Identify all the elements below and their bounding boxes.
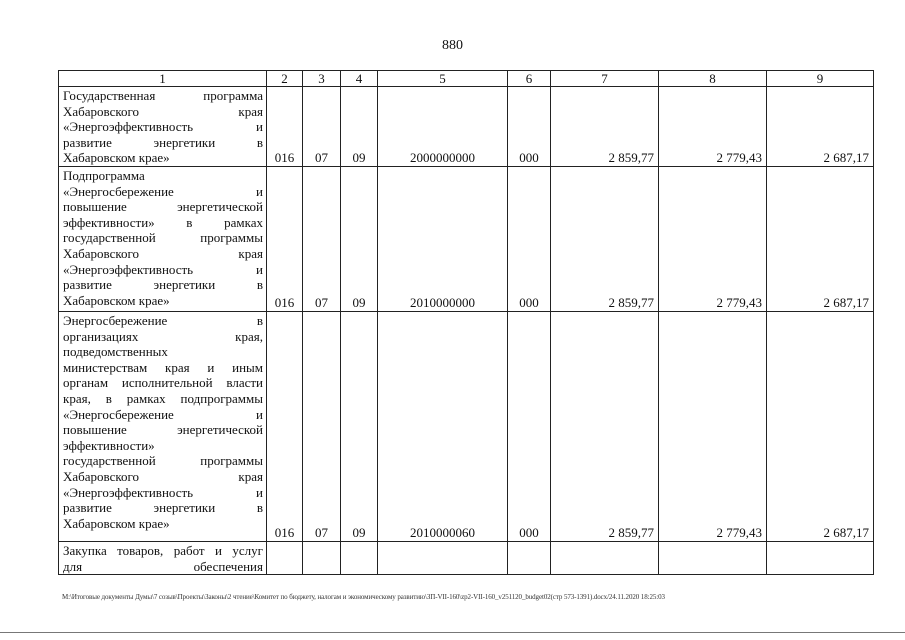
name-line: государственной программы <box>63 230 263 246</box>
page-bottom-rule <box>0 632 905 633</box>
amount-col-8 <box>659 542 767 575</box>
name-line: Энергосбережение в <box>63 313 263 328</box>
row-name-cell <box>59 87 267 167</box>
amount-col-9: 2 687,17 <box>767 87 874 167</box>
name-line: организациях края, <box>63 328 263 344</box>
amount-col-9 <box>767 542 874 575</box>
row-name-cell <box>59 167 267 312</box>
subsection-code <box>341 542 378 575</box>
name-line: министерствам края и иным <box>63 359 263 375</box>
target-article-code: 2000000000 <box>378 87 508 167</box>
name-line: государственной программы <box>63 453 263 469</box>
header-row <box>59 71 874 87</box>
subsection-code: 09 <box>341 312 378 542</box>
col-header-8: 8 <box>659 71 767 87</box>
amount-col-9: 2 687,17 <box>767 312 874 542</box>
name-line: «Энергоэффективность и <box>63 119 263 135</box>
name-line: Подпрограмма <box>63 168 145 183</box>
budget-table <box>58 70 874 575</box>
name-line: Хабаровском крае» <box>63 515 170 531</box>
name-line: края, в рамках подпрограммы <box>63 390 263 406</box>
col-header-3: 3 <box>303 71 341 87</box>
name-line: Хабаровского края <box>63 468 263 484</box>
col-header-1: 1 <box>59 71 267 87</box>
table-row <box>59 87 874 167</box>
name-line: развитие энергетики в <box>63 500 263 516</box>
amount-col-7: 2 859,77 <box>551 312 659 542</box>
amount-col-7: 2 859,77 <box>551 167 659 312</box>
ministry-code: 016 <box>267 312 303 542</box>
expense-type-code: 000 <box>508 312 551 542</box>
amount-col-7: 2 859,77 <box>551 87 659 167</box>
col-header-5: 5 <box>378 71 508 87</box>
name-line: Хабаровского края <box>63 103 263 119</box>
col-header-7: 7 <box>551 71 659 87</box>
row-name-cell <box>59 542 267 575</box>
ministry-code: 016 <box>267 87 303 167</box>
name-line: развитие энергетики в <box>63 134 263 150</box>
section-code: 07 <box>303 312 341 542</box>
section-code: 07 <box>303 167 341 312</box>
target-article-code: 2010000060 <box>378 312 508 542</box>
ministry-code: 016 <box>267 167 303 312</box>
table-row <box>59 542 874 575</box>
name-line: «Энергоэффективность и <box>63 261 263 277</box>
ministry-code <box>267 542 303 575</box>
expense-type-code: 000 <box>508 87 551 167</box>
name-line: «Энергосбережение и <box>63 183 263 199</box>
col-header-4: 4 <box>341 71 378 87</box>
name-line: «Энергосбережение и <box>63 406 263 422</box>
amount-col-9: 2 687,17 <box>767 167 874 312</box>
name-line: Закупка товаров, работ и услуг <box>63 543 263 558</box>
row-name-cell <box>59 312 267 542</box>
col-header-2: 2 <box>267 71 303 87</box>
name-line: органам исполнительной власти <box>63 375 263 391</box>
section-code: 07 <box>303 87 341 167</box>
amount-col-8: 2 779,43 <box>659 312 767 542</box>
page-number: 880 <box>442 38 463 53</box>
col-header-6: 6 <box>508 71 551 87</box>
name-line: повышение энергетической <box>63 199 263 215</box>
document-path-footer: M:\Итоговые документы Думы\7 созыв\Проекты\Законы\2 чтение\Комитет по бюджету, налогам и экономическому развитию\ЗП-VII-160\zp2-VII-160_v251120_budget02(стр 573-1391).docx/24.11.2020 18:25:03 <box>62 593 665 601</box>
subsection-code: 09 <box>341 167 378 312</box>
table-row <box>59 312 874 542</box>
amount-col-8: 2 779,43 <box>659 167 767 312</box>
amount-col-8: 2 779,43 <box>659 87 767 167</box>
expense-type-code: 000 <box>508 167 551 312</box>
expense-type-code <box>508 542 551 575</box>
subsection-code: 09 <box>341 87 378 167</box>
name-line: подведомственных <box>63 344 168 360</box>
name-line: для обеспечения <box>63 558 263 574</box>
name-line: эффективности» <box>63 437 155 453</box>
name-line: Хабаровского края <box>63 245 263 261</box>
target-article-code <box>378 542 508 575</box>
table-row <box>59 167 874 312</box>
section-code <box>303 542 341 575</box>
name-line: Государственная программа <box>63 88 263 103</box>
col-header-9: 9 <box>767 71 874 87</box>
target-article-code: 2010000000 <box>378 167 508 312</box>
name-line: повышение энергетической <box>63 422 263 438</box>
name-line: Хабаровском крае» <box>63 150 170 166</box>
name-line: развитие энергетики в <box>63 277 263 293</box>
name-line: Хабаровском крае» <box>63 292 170 308</box>
name-line: эффективности» в рамках <box>63 214 263 230</box>
name-line: «Энергоэффективность и <box>63 484 263 500</box>
amount-col-7 <box>551 542 659 575</box>
